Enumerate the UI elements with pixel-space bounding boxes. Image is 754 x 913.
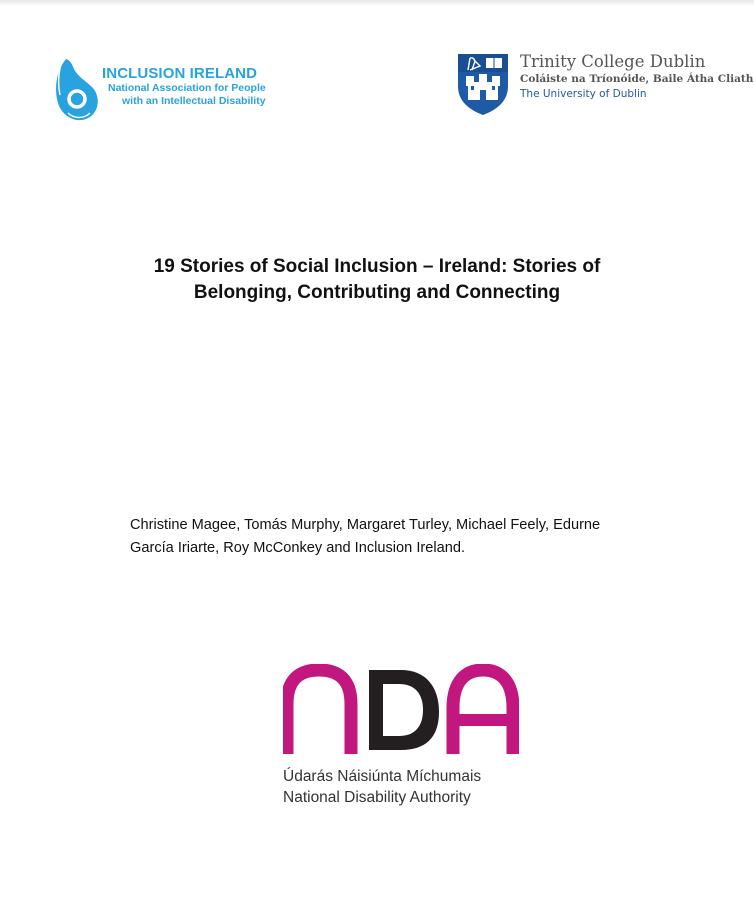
- trinity-college-logo: [456, 52, 754, 120]
- document-title-line-1: 19 Stories of Social Inclusion – Ireland: Stories of: [153, 256, 601, 277]
- trinity-irish-name: Coláiste na Tríonóide, Baile Átha Cliath: [520, 73, 754, 85]
- nda-wordmark-icon: [283, 664, 519, 756]
- inclusion-ireland-mark-icon: [52, 55, 102, 125]
- trinity-name: Trinity College Dublin: [520, 52, 706, 71]
- document-title-line-2: Belonging, Contributing and Connecting: [193, 282, 561, 303]
- document-authors: [130, 514, 650, 560]
- inclusion-ireland-name: INCLUSION IRELAND: [102, 65, 258, 82]
- page-top-shadow: [0, 0, 754, 6]
- nda-english-name: National Disability Authority: [283, 789, 471, 806]
- authors-line-2: García Iriarte, Roy McConkey and Inclusion Ireland.: [130, 540, 465, 556]
- inclusion-ireland-tagline-2: with an Intellectual Disability: [122, 95, 266, 107]
- trinity-subtitle: The University of Dublin: [520, 88, 647, 100]
- inclusion-ireland-tagline-1: National Association for People: [108, 82, 266, 94]
- nda-logo: [283, 664, 523, 814]
- document-title: [80, 254, 674, 306]
- nda-irish-name: Údarás Náisiúnta Míchumais: [283, 768, 482, 785]
- trinity-text: [520, 52, 753, 102]
- inclusion-ireland-logo: [52, 55, 292, 127]
- inclusion-ireland-text: [102, 65, 266, 108]
- trinity-shield-icon: [456, 52, 510, 116]
- authors-line-1: Christine Magee, Tomás Murphy, Margaret Turley, Michael Feely, Edurne: [130, 517, 601, 533]
